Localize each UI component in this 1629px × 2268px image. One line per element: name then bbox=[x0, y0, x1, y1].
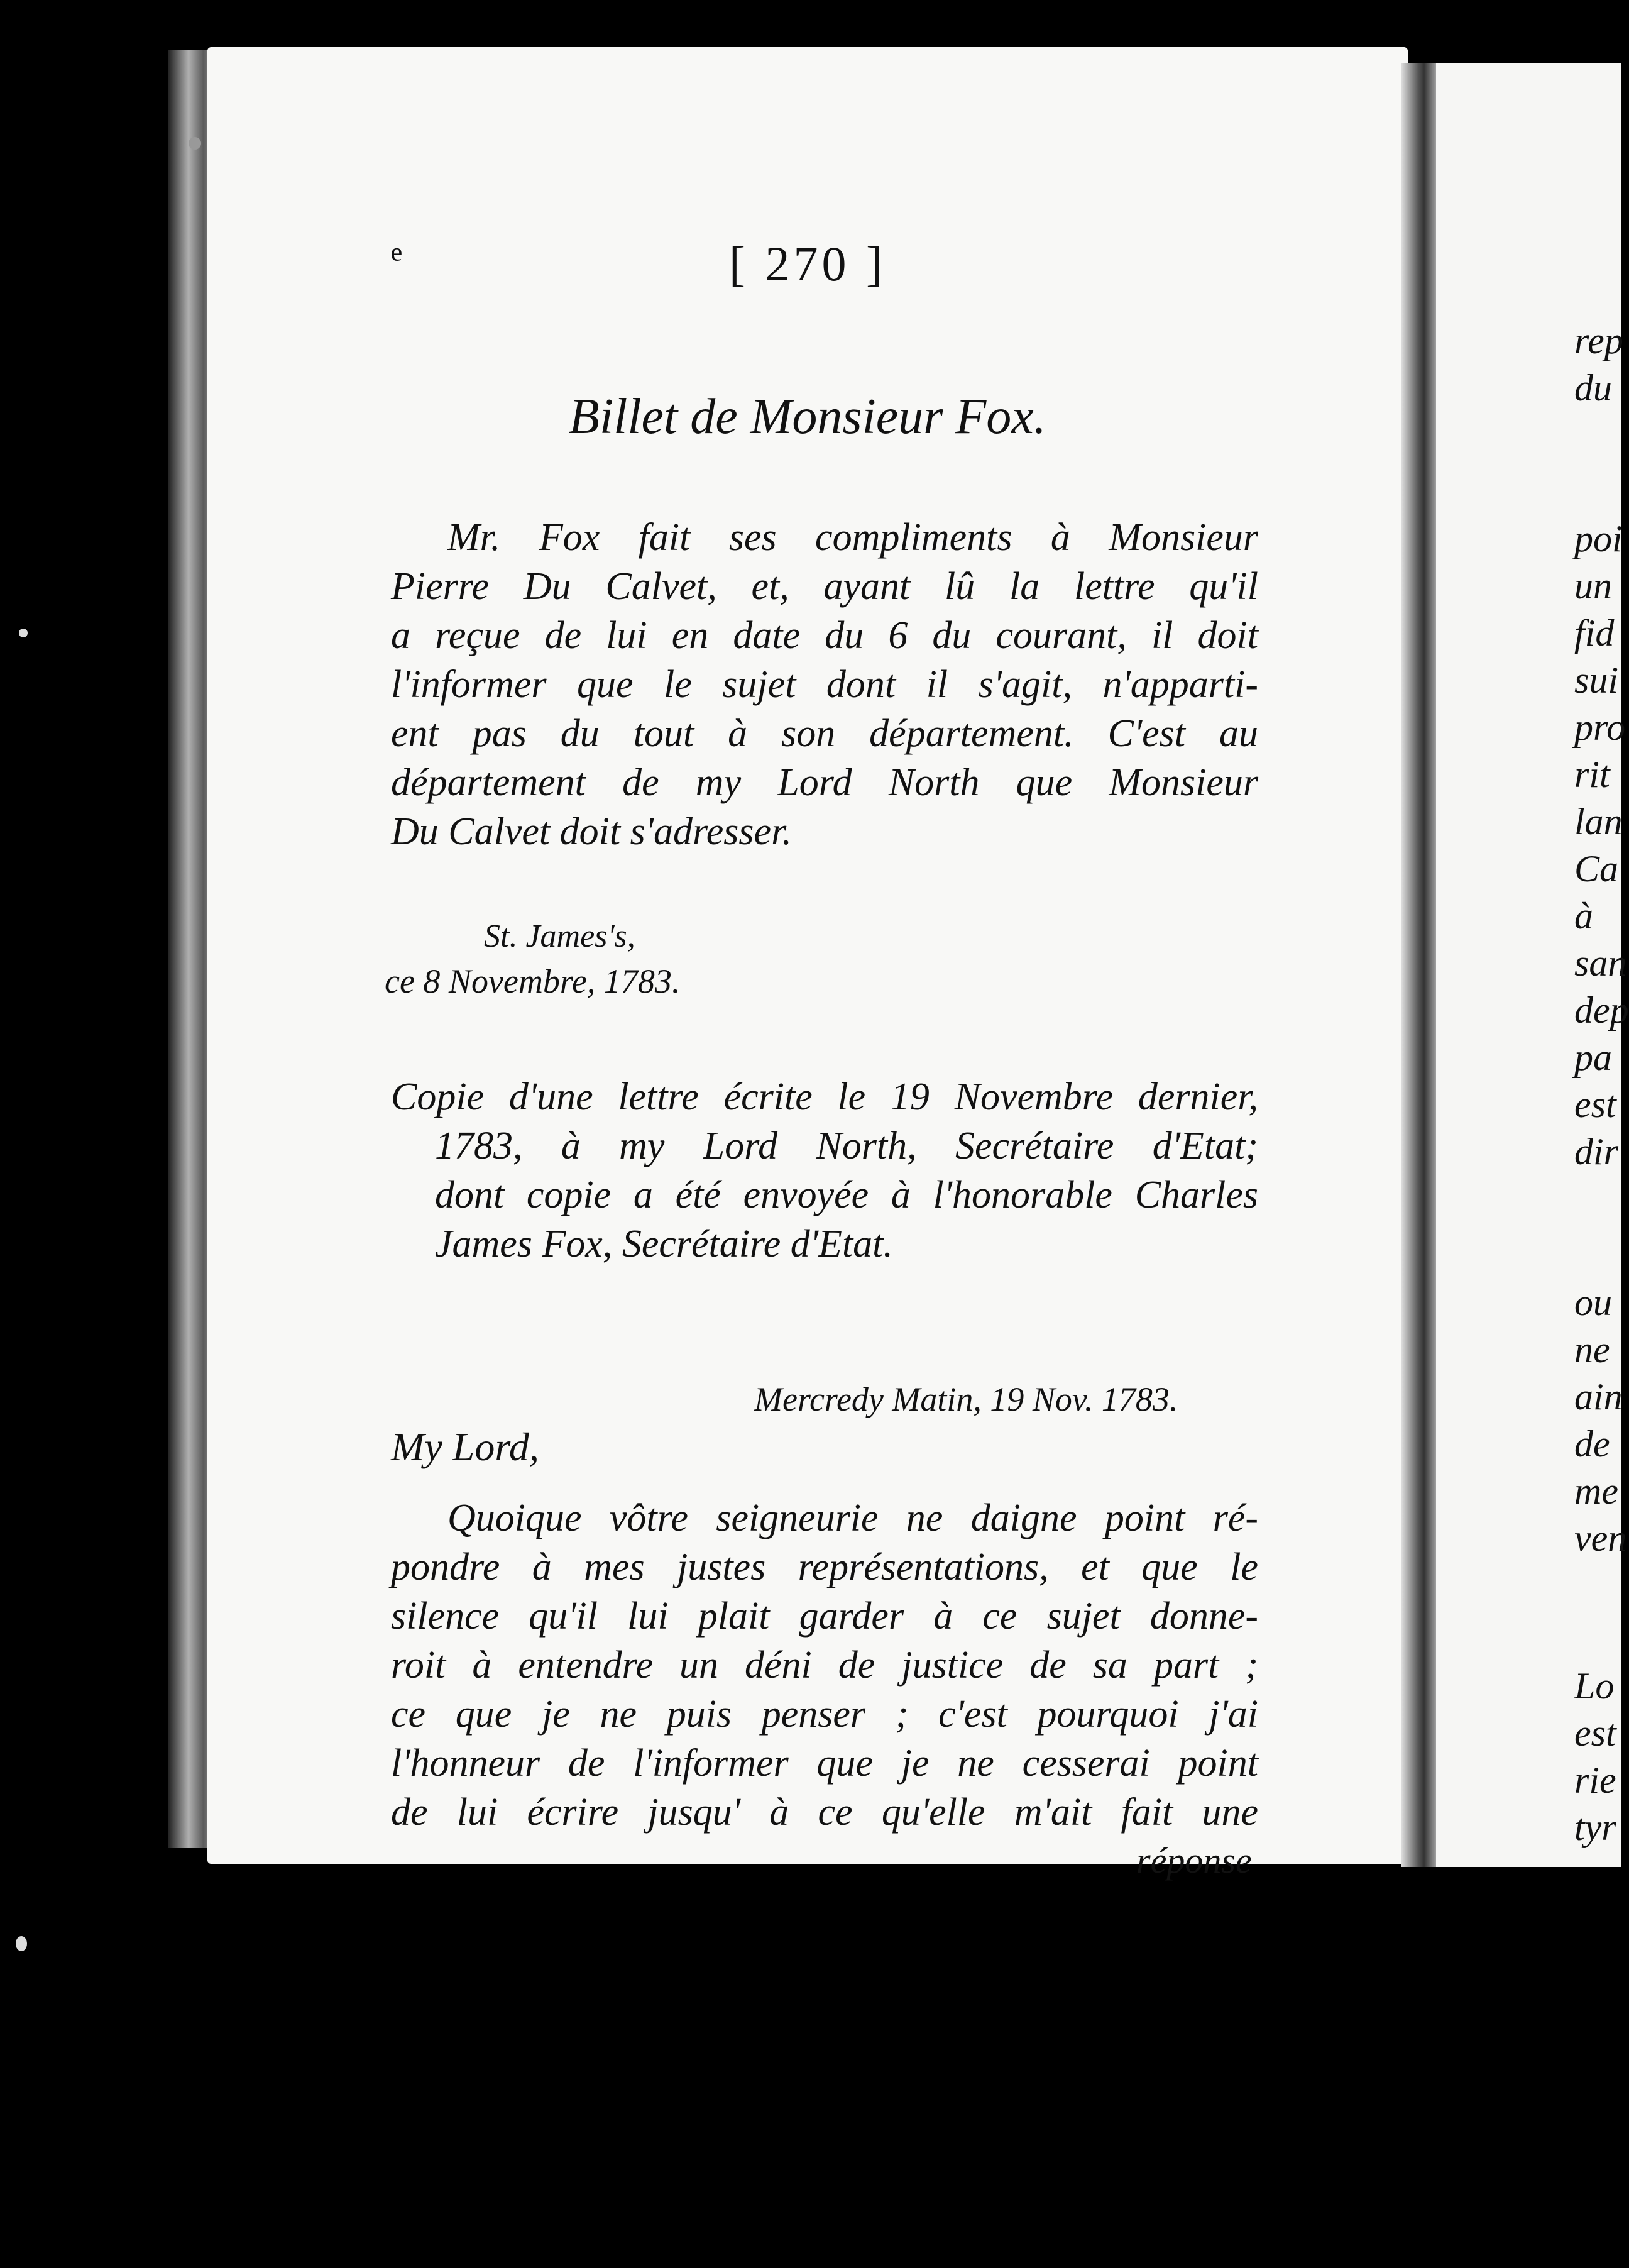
facing-fragment: pro bbox=[1574, 707, 1626, 748]
page-title: Billet de Monsieur Fox. bbox=[569, 389, 1046, 444]
facing-fragment: rit bbox=[1574, 754, 1610, 795]
note-line: Du Calvet doit s'adresser. bbox=[391, 810, 792, 853]
facing-fragment: Lo bbox=[1574, 1665, 1615, 1707]
note-line: a reçue de lui en date du 6 du courant, il doit bbox=[391, 614, 1258, 657]
facing-fragment: un bbox=[1574, 565, 1612, 607]
letter-line: de lui écrire jusqu' à ce qu'elle m'ait fait une bbox=[391, 1791, 1258, 1834]
letter-date: Mercredy Matin, 19 Nov. 1783. bbox=[754, 1380, 1178, 1418]
page-number: [ 270 ] bbox=[729, 236, 886, 291]
facing-fragment: dep bbox=[1574, 989, 1629, 1031]
copy-heading-line: 1783, à my Lord North, Secrétaire d'Etat; bbox=[435, 1125, 1258, 1167]
facing-fragment: du bbox=[1574, 367, 1612, 409]
facing-fragment: dir bbox=[1574, 1131, 1619, 1172]
facing-fragment: fid bbox=[1574, 612, 1615, 654]
facing-fragment: Ca bbox=[1574, 848, 1619, 889]
facing-fragment: poi bbox=[1574, 518, 1623, 559]
facing-fragment: ou bbox=[1574, 1282, 1612, 1323]
catchword: réponse bbox=[1136, 1840, 1252, 1881]
facing-fragment: ain bbox=[1574, 1376, 1623, 1418]
facing-fragment: de bbox=[1574, 1423, 1610, 1465]
scan-speck bbox=[16, 1936, 27, 1951]
facing-fragment: est bbox=[1574, 1712, 1616, 1754]
note-place: St. James's, bbox=[484, 918, 635, 954]
facing-page-fragment-group bbox=[1574, 515, 1629, 1175]
note-date: ce 8 Novembre, 1783. bbox=[385, 962, 681, 1000]
letter-line: silence qu'il lui plait garder à ce sujet donne- bbox=[391, 1595, 1258, 1638]
facing-fragment: rie bbox=[1574, 1759, 1616, 1801]
book-gutter bbox=[1401, 63, 1439, 1867]
facing-fragment: tyr bbox=[1574, 1807, 1616, 1848]
note-line: ent pas du tout à son département. C'est au bbox=[391, 712, 1258, 755]
facing-fragment: ne bbox=[1574, 1329, 1610, 1370]
note-line: département de my Lord North que Monsieur bbox=[391, 761, 1258, 804]
facing-fragment: est bbox=[1574, 1084, 1616, 1125]
salutation: My Lord, bbox=[391, 1424, 539, 1469]
scan-speck bbox=[19, 629, 28, 637]
facing-fragment: sui bbox=[1574, 659, 1619, 701]
facing-fragment: san bbox=[1574, 942, 1627, 984]
facing-fragment: me bbox=[1574, 1470, 1618, 1512]
letter-line: l'honneur de l'informer que je ne cesserai point bbox=[391, 1742, 1258, 1785]
copy-heading-line: Copie d'une lettre écrite le 19 Novembre dernier, bbox=[391, 1076, 1258, 1118]
copy-heading-line: James Fox, Secrétaire d'Etat. bbox=[435, 1223, 893, 1265]
scan-speck bbox=[189, 137, 201, 150]
copy-heading-line: dont copie a été envoyée à l'honorable Charles bbox=[435, 1174, 1258, 1216]
facing-fragment: pa bbox=[1574, 1037, 1612, 1078]
margin-mark: ᵉ bbox=[391, 234, 402, 283]
note-line: Pierre Du Calvet, et, ayant lû la lettre qu'il bbox=[391, 565, 1258, 608]
letter-line: roit à entendre un déni de justice de sa part ; bbox=[391, 1644, 1258, 1687]
facing-fragment: à bbox=[1574, 895, 1593, 937]
facing-page-fragment-group bbox=[1574, 1663, 1616, 1851]
book-page bbox=[207, 47, 1408, 1864]
note-line: l'informer que le sujet dont il s'agit, n'apparti- bbox=[391, 663, 1258, 706]
letter-line: pondre à mes justes représentations, et que le bbox=[391, 1546, 1258, 1588]
facing-page-fragment-group bbox=[1574, 1279, 1626, 1562]
facing-page-fragment-group bbox=[1574, 317, 1623, 412]
facing-fragment: rep bbox=[1574, 320, 1623, 361]
letter-line: ce que je ne puis penser ; c'est pourquoi j'ai bbox=[391, 1693, 1258, 1736]
facing-fragment: ven bbox=[1574, 1517, 1627, 1559]
note-line: Mr. Fox fait ses compliments à Monsieur bbox=[447, 516, 1258, 559]
facing-fragment: lan bbox=[1574, 801, 1623, 842]
letter-line: Quoique vôtre seigneurie ne daigne point ré- bbox=[447, 1497, 1258, 1539]
